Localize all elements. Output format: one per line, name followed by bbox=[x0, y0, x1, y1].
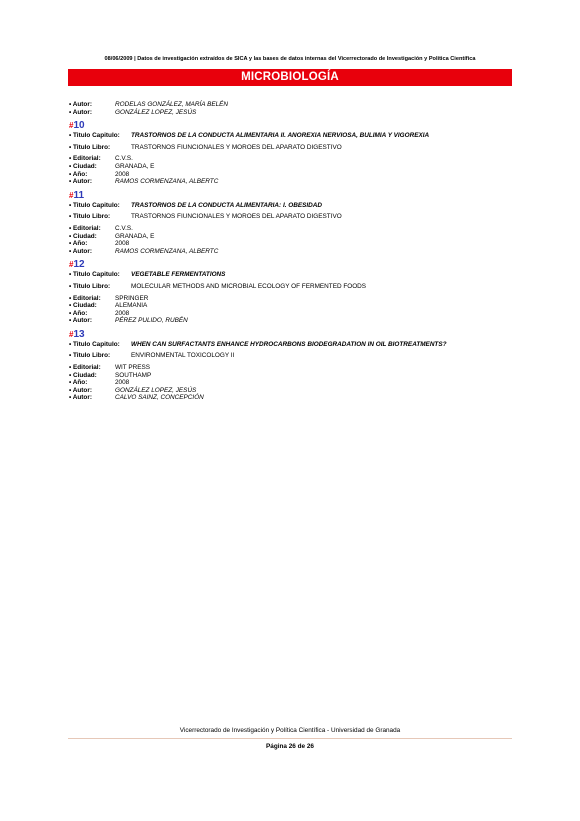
publisher-label: • Editorial: bbox=[69, 224, 101, 232]
section-banner: MICROBIOLOGÍA bbox=[68, 69, 512, 86]
author-label: • Autor: bbox=[69, 247, 92, 255]
year-value: 2008 bbox=[115, 170, 130, 178]
publisher-row bbox=[69, 155, 514, 163]
footer-divider bbox=[68, 738, 512, 739]
year-row bbox=[69, 240, 514, 248]
city-row bbox=[69, 372, 514, 380]
year-value: 2008 bbox=[115, 379, 130, 387]
author-value: RODELAS GONZÁLEZ, MARÍA BELÉN bbox=[115, 101, 229, 108]
book-title-label: • Titulo Libro: bbox=[69, 213, 111, 221]
book-title-label: • Titulo Libro: bbox=[69, 282, 111, 290]
year-label: • Año: bbox=[69, 240, 88, 248]
city-label: • Ciudad: bbox=[69, 302, 97, 310]
chapter-title-label: • Titulo Capitulo: bbox=[69, 271, 120, 279]
chapter-title-value: VEGETABLE FERMENTATIONS bbox=[131, 271, 226, 279]
author-label: • Autor: bbox=[69, 317, 92, 325]
author-label: • Autor: bbox=[69, 394, 92, 402]
chapter-title-row bbox=[69, 132, 514, 140]
entry-number: #11 bbox=[69, 189, 85, 201]
year-row bbox=[69, 171, 514, 179]
year-value: 2008 bbox=[115, 309, 130, 317]
publisher-row bbox=[69, 364, 514, 372]
book-title-row bbox=[69, 352, 514, 360]
book-title-row bbox=[69, 213, 514, 221]
publisher-row bbox=[69, 225, 514, 233]
book-title-value: ENVIRONMENTAL TOXICOLOGY II bbox=[131, 352, 235, 360]
city-value: GRANADA, E bbox=[115, 232, 155, 240]
author-row bbox=[69, 317, 514, 325]
book-title-label: • Titulo Libro: bbox=[69, 143, 111, 151]
city-row bbox=[69, 233, 514, 241]
city-value: SOUTHAMP bbox=[115, 371, 152, 379]
chapter-title-label: • Titulo Capitulo: bbox=[69, 132, 120, 140]
chapter-title-value: TRASTORNOS DE LA CONDUCTA ALIMENTARIA II. ANOREXIA NERVIOSA, BULIMIA Y VIGOREXIA bbox=[131, 132, 430, 140]
publisher-label: • Editorial: bbox=[69, 155, 101, 163]
city-row bbox=[69, 302, 514, 310]
book-title-value: TRASTORNOS FIUNCIONALES Y MOROES DEL APARATO DIGESTIVO bbox=[131, 213, 342, 221]
author-row bbox=[69, 248, 514, 256]
chapter-title-value: TRASTORNOS DE LA CONDUCTA ALIMENTARIA: I. OBESIDAD bbox=[131, 201, 323, 209]
book-title-value: MOLECULAR METHODS AND MICROBIAL ECOLOGY OF FERMENTED FOODS bbox=[131, 282, 367, 290]
author-label: • Autor: bbox=[69, 101, 92, 108]
footer-institution: Vicerrectorado de Investigación y Política Científica - Universidad de Granada bbox=[179, 727, 401, 734]
city-label: • Ciudad: bbox=[69, 232, 97, 240]
city-label: • Ciudad: bbox=[69, 162, 97, 170]
publisher-row bbox=[69, 295, 514, 303]
author-label: • Autor: bbox=[69, 386, 92, 394]
entry-number: #10 bbox=[69, 120, 85, 132]
author-label: • Autor: bbox=[69, 178, 92, 186]
book-title-row bbox=[69, 144, 514, 152]
chapter-title-row bbox=[69, 202, 514, 210]
book-title-row bbox=[69, 283, 514, 291]
page-number: Página 26 de 26 bbox=[266, 743, 314, 750]
author-value: GONZÁLEZ LOPEZ, JESÚS bbox=[115, 386, 197, 394]
author-value: GONZÁLEZ LOPEZ, JESÚS bbox=[115, 108, 197, 116]
publisher-value: C.V.S. bbox=[115, 155, 133, 163]
year-label: • Año: bbox=[69, 170, 88, 178]
author-row bbox=[69, 394, 514, 402]
city-value: GRANADA, E bbox=[115, 162, 155, 170]
book-title-value: TRASTORNOS FIUNCIONALES Y MOROES DEL APARATO DIGESTIVO bbox=[131, 143, 342, 151]
page-header: 08/06/2009 | Datos de investigación extraídos de SICA y las bases de datos internas del Vicerrectorado de Investigación y Política Científica bbox=[104, 56, 476, 62]
chapter-title-label: • Titulo Capitulo: bbox=[69, 201, 120, 209]
chapter-title-label: • Titulo Capitulo: bbox=[69, 340, 120, 348]
city-row bbox=[69, 163, 514, 171]
year-label: • Año: bbox=[69, 379, 88, 387]
publisher-label: • Editorial: bbox=[69, 364, 101, 372]
publisher-value: SPRINGER bbox=[115, 294, 149, 302]
publisher-label: • Editorial: bbox=[69, 294, 101, 302]
hash-icon: # bbox=[69, 260, 74, 270]
year-value: 2008 bbox=[115, 240, 130, 248]
chapter-title-value: WHEN CAN SURFACTANTS ENHANCE HYDROCARBONS BIODEGRADATION IN OIL BIOTREATMENTS? bbox=[131, 340, 447, 348]
publisher-value: WIT PRESS bbox=[115, 364, 151, 372]
hash-icon: # bbox=[69, 329, 74, 339]
entry-number: #12 bbox=[69, 259, 85, 271]
hash-icon: # bbox=[69, 190, 74, 200]
chapter-title-row bbox=[69, 341, 514, 349]
author-label: • Autor: bbox=[69, 108, 92, 116]
publisher-value: C.V.S. bbox=[115, 224, 133, 232]
book-title-label: • Titulo Libro: bbox=[69, 352, 111, 360]
entries-list bbox=[69, 101, 514, 402]
year-label: • Año: bbox=[69, 309, 88, 317]
author-value: CALVO SAINZ, CONCEPCIÓN bbox=[115, 394, 204, 402]
hash-icon: # bbox=[69, 121, 74, 131]
author-row bbox=[69, 109, 514, 117]
author-value: PÉREZ PULIDO, RUBÉN bbox=[115, 317, 188, 325]
author-row bbox=[69, 101, 514, 109]
author-value: RAMOS CORMENZANA, ALBERTC bbox=[115, 247, 219, 255]
year-row bbox=[69, 379, 514, 387]
entry-number: #13 bbox=[69, 328, 85, 340]
chapter-title-row bbox=[69, 271, 514, 279]
author-value: RAMOS CORMENZANA, ALBERTC bbox=[115, 178, 219, 186]
city-value: ALEMANIA bbox=[115, 302, 148, 310]
author-row bbox=[69, 178, 514, 186]
city-label: • Ciudad: bbox=[69, 371, 97, 379]
